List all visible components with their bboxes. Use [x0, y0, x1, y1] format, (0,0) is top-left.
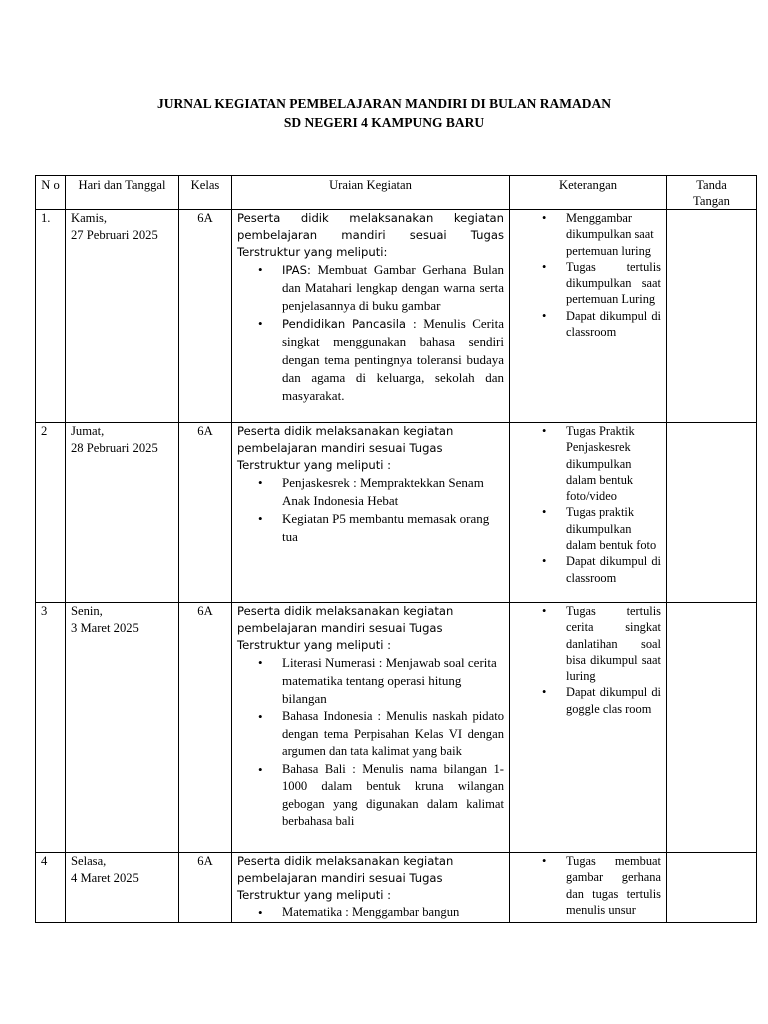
row-number: 1.	[36, 210, 66, 423]
row-number: 2	[36, 423, 66, 603]
row-notes	[510, 210, 667, 423]
row-day: Kamis,	[71, 211, 108, 225]
activity-text: Membuat Gambar Gerhana Bulan dan Matahari lengkap dengan warna serta penjelasannya di buku gambar	[282, 262, 504, 313]
activity-list	[237, 654, 504, 831]
col-header-class: Kelas	[179, 176, 232, 210]
note-item: • Tugas membuat gambar gerhana dan tugas tertulis menulis unsur	[566, 853, 661, 918]
row-class: 6A	[179, 423, 232, 603]
activity-item: • Literasi Numerasi : Menjawab soal cerita matematika tentang operasi hitung bilangan	[282, 654, 504, 708]
table-row	[36, 603, 757, 853]
row-day: Senin,	[71, 604, 103, 618]
row-signature	[667, 210, 757, 423]
row-class: 6A	[179, 210, 232, 423]
activity-item: • Matematika : Menggambar bangun	[282, 904, 504, 922]
note-item: • Tugas tertulis dikumpulkan saat pertemuan Luring	[566, 259, 661, 308]
note-item: • Tugas praktik dikumpulkan dalam bentuk foto	[566, 504, 661, 553]
row-date-cell	[66, 423, 179, 603]
row-class: 6A	[179, 603, 232, 853]
activity-item: • Bahasa Indonesia : Menulis naskah pidato dengan tema Perpisahan Kelas VI dengan argumen dan tata kalimat yang baik	[282, 708, 504, 761]
row-notes	[510, 853, 667, 923]
row-signature	[667, 423, 757, 603]
activity-item: • Kegiatan P5 membantu memasak orang tua	[282, 510, 504, 546]
col-header-activity: Uraian Kegiatan	[232, 176, 510, 210]
activity-item	[282, 261, 504, 315]
notes-list	[515, 423, 661, 586]
table-row	[36, 853, 757, 923]
note-item: • Dapat dikumpul di classroom	[566, 308, 661, 341]
row-activity	[232, 210, 510, 423]
col-header-notes: Keterangan	[510, 176, 667, 210]
activity-item: • Bahasa Bali : Menulis nama bilangan 1-1000 dalam bentuk kruna wilangan gebogan yang digunakan dalam kalimat berbahasa bali	[282, 761, 504, 831]
notes-list	[515, 603, 661, 717]
activity-intro: Peserta didik melaksanakan kegiatan pembelajaran mandiri sesuai Tugas Terstruktur yang meliputi :	[237, 854, 454, 902]
col-header-date: Hari dan Tanggal	[66, 176, 179, 210]
row-day: Selasa,	[71, 854, 107, 868]
table-row	[36, 423, 757, 603]
activity-text: Menulis Cerita singkat menggunakan bahasa sendiri dengan tema pentingnya toleransi budaya dan agama di keluarga, sekolah dan masyarakat.	[282, 316, 504, 403]
note-item: • Tugas Praktik Penjaskesrek dikumpulkan dalam bentuk foto/video	[566, 423, 661, 504]
row-number: 4	[36, 853, 66, 923]
row-date: 3 Maret 2025	[71, 621, 139, 635]
activity-intro: Peserta didik melaksanakan kegiatan pembelajaran mandiri sesuai Tugas Terstruktur yang meliputi :	[237, 424, 454, 472]
notes-list	[515, 853, 661, 918]
activity-subject: IPAS:	[282, 263, 311, 277]
activity-subject: Pendidikan Pancasila :	[282, 317, 417, 331]
activity-item	[282, 315, 504, 405]
activity-list	[237, 474, 504, 546]
activity-list	[237, 261, 504, 405]
document-title: JURNAL KEGIATAN PEMBELAJARAN MANDIRI DI BULAN RAMADAN	[156, 96, 611, 111]
row-notes	[510, 603, 667, 853]
journal-table	[35, 175, 757, 923]
row-day: Jumat,	[71, 424, 105, 438]
col-header-signature: Tanda Tangan	[667, 176, 757, 210]
col-header-no: N o	[36, 176, 66, 210]
note-item: • Tugas tertulis cerita singkat danlatihan soal bisa dikumpul saat luring	[566, 603, 661, 684]
row-activity	[232, 603, 510, 853]
row-notes	[510, 423, 667, 603]
note-item: • Dapat dikumpul di goggle clas room	[566, 684, 661, 717]
row-signature	[667, 853, 757, 923]
school-name: SD NEGERI 4 KAMPUNG BARU	[283, 115, 485, 130]
activity-intro: Peserta didik melaksanakan kegiatan pembelajaran mandiri sesuai Tugas Terstruktur yang meliputi:	[237, 211, 504, 259]
notes-list	[515, 210, 661, 340]
note-item: • Menggambar dikumpulkan saat pertemuan luring	[566, 210, 661, 259]
row-activity	[232, 423, 510, 603]
row-date: 4 Maret 2025	[71, 871, 139, 885]
table-row	[36, 210, 757, 423]
row-date: 27 Pebruari 2025	[71, 228, 158, 242]
row-date-cell	[66, 853, 179, 923]
row-signature	[667, 603, 757, 853]
activity-intro: Peserta didik melaksanakan kegiatan pembelajaran mandiri sesuai Tugas Terstruktur yang meliputi :	[237, 604, 454, 652]
row-activity	[232, 853, 510, 923]
note-item: • Dapat dikumpul di classroom	[566, 553, 661, 586]
row-date-cell	[66, 603, 179, 853]
table-header-row	[36, 176, 757, 210]
row-class: 6A	[179, 853, 232, 923]
row-number: 3	[36, 603, 66, 853]
activity-item: • Penjaskesrek : Mempraktekkan Senam Anak Indonesia Hebat	[282, 474, 504, 510]
activity-list	[237, 904, 504, 922]
row-date-cell	[66, 210, 179, 423]
row-date: 28 Pebruari 2025	[71, 441, 158, 455]
